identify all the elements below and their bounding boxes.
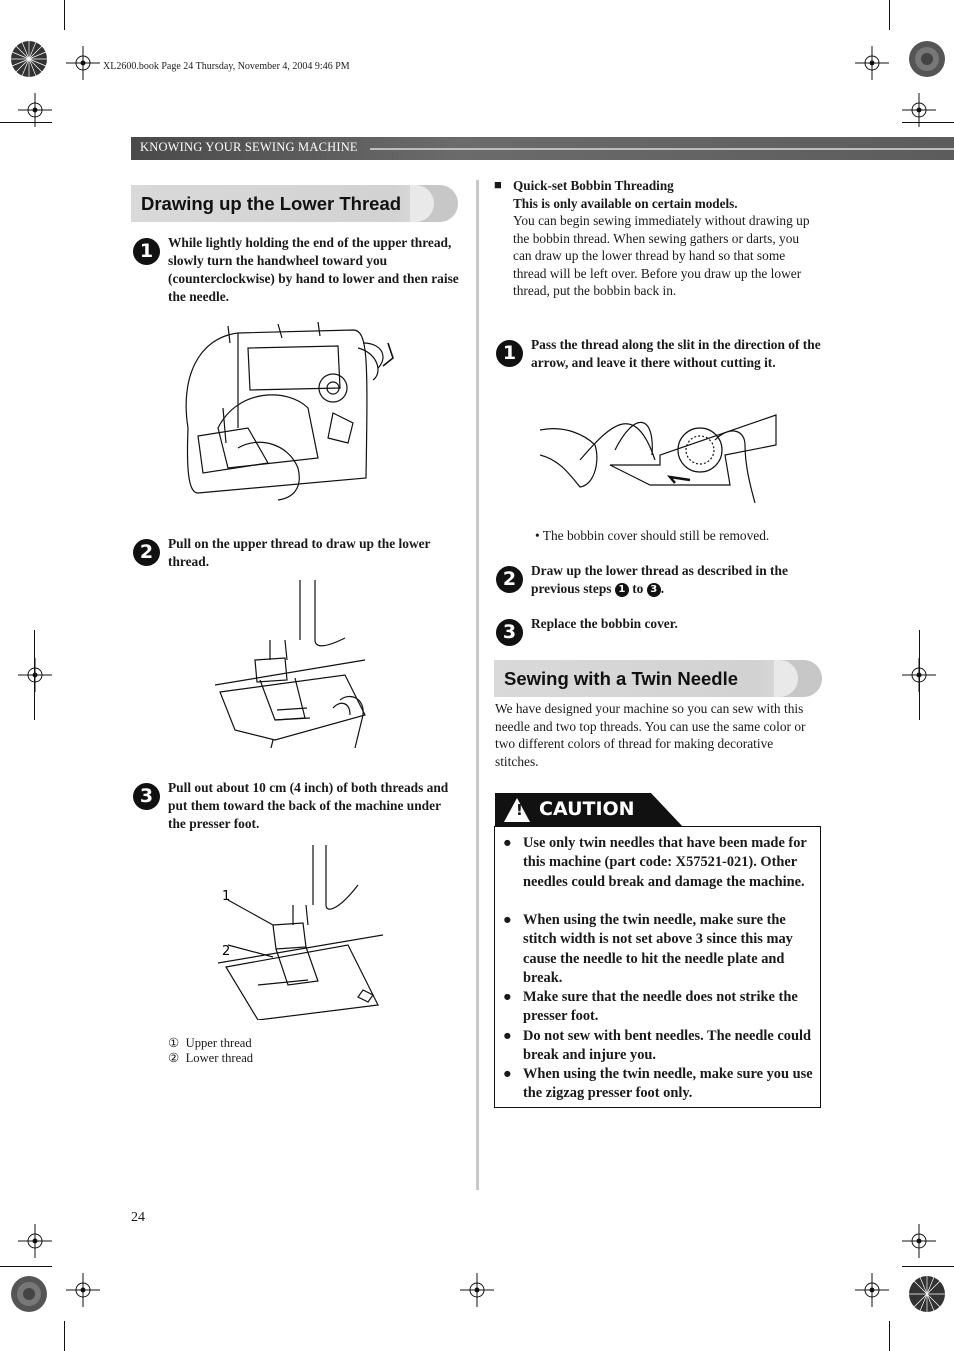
caution-item <box>503 1027 819 1066</box>
step-text <box>531 562 823 598</box>
registration-mark-top-right <box>906 38 948 80</box>
legend-mark: ② <box>168 1051 180 1065</box>
crop-line <box>902 122 954 123</box>
caution-text: When using the twin needle, make sure the stitch width is not set above 3 since this may cause the needle to hit the needle plate and break. <box>523 912 793 987</box>
crosshair-mark-bottom-right-2 <box>902 1224 936 1258</box>
caution-text: Make sure that the needle does not strike the presser foot. <box>523 989 798 1025</box>
caution-box <box>494 826 821 1108</box>
legend-item <box>168 1036 252 1052</box>
square-bullet: ■ <box>494 177 502 192</box>
twin-needle-intro: We have designed your machine so you can sew with this needle and two top threads. You can use the same color or two different colors of thread for making decorative stitches. <box>495 701 806 769</box>
step-text: Pull out about 10 cm (4 inch) of both threads and put them toward the back of the machine under the presser foot. <box>168 780 449 831</box>
bullet: ● <box>503 1066 512 1082</box>
step-text: Pass the thread along the slit in the direction of the arrow, and leave it there without cutting it. <box>531 337 821 370</box>
crosshair-mark-bottom-left-2 <box>18 1224 52 1258</box>
caution-item <box>503 911 819 989</box>
crop-line <box>0 122 52 123</box>
crosshair-mark-bottom-1 <box>66 1273 100 1307</box>
crop-line <box>889 0 890 30</box>
legend-label: Lower thread <box>185 1051 254 1065</box>
bullet: ● <box>503 1028 512 1044</box>
step-text: While lightly holding the end of the upper thread, slowly turn the handwheel toward you (counterclockwise) by hand to lower and then raise the needle. <box>168 235 459 304</box>
legend-item <box>168 1051 253 1067</box>
crosshair-mark-top-2 <box>855 46 889 80</box>
bobbin-slit-illustration <box>540 405 780 505</box>
caution-item <box>503 988 819 1027</box>
crosshair-mark-bottom-2 <box>855 1273 889 1307</box>
caution-label: CAUTION <box>539 798 635 820</box>
caution-warning-icon: ! <box>516 801 523 819</box>
quickset-title: Quick-set Bobbin Threading <box>513 178 674 193</box>
crop-line <box>34 630 35 720</box>
crop-line <box>889 1321 890 1351</box>
page-number: 24 <box>131 1210 145 1225</box>
quickset-body: You can begin sewing immediately without drawing up the bobbin thread. When sewing gathers or darts, you can draw up the lower thread by hand so that some thread will be left over. Before you draw up the lower thread, put the bobbin back in. <box>513 213 810 299</box>
crop-line <box>902 1266 954 1267</box>
sewing-machine-illustration <box>178 318 408 504</box>
crop-line <box>64 0 65 30</box>
threads-under-foot-illustration <box>218 845 388 1020</box>
legend-mark: ① <box>168 1036 180 1050</box>
section-title: Drawing up the Lower Thread <box>141 193 402 214</box>
bullet: ● <box>503 835 512 851</box>
step-number: 2 <box>496 566 523 593</box>
crop-line <box>64 1321 65 1351</box>
step-text-part: . <box>660 581 665 596</box>
bobbin-note: • The bobbin cover should still be removed. <box>535 528 770 543</box>
chapter-title: KNOWING YOUR SEWING MACHINE <box>140 140 358 154</box>
section-heading-twin-needle <box>494 660 822 697</box>
crop-line <box>919 630 920 720</box>
step-number: 1 <box>133 238 160 265</box>
section-title: Sewing with a Twin Needle <box>504 668 739 689</box>
step-text-part: Draw up the lower thread as described in the previous steps <box>531 563 788 596</box>
legend-label: Upper thread <box>185 1036 252 1050</box>
quickset-subtitle: This is only available on certain models. <box>513 196 738 211</box>
step-text-part: to <box>628 581 647 596</box>
print-info: XL2600.book Page 24 Thursday, November 4, 2004 9:46 PM <box>103 61 350 72</box>
step-number: 3 <box>496 619 523 646</box>
step-number: 1 <box>496 340 523 367</box>
bullet: ● <box>503 989 512 1005</box>
crosshair-mark-bottom-center <box>460 1273 494 1307</box>
caution-item <box>503 834 819 892</box>
caution-text: Use only twin needles that have been made for this machine (part code: X57521-021). Other needles could break and damage the machine. <box>523 835 807 890</box>
callout-1: 1 <box>222 889 231 904</box>
step-ref-3: 3 <box>647 583 661 597</box>
crosshair-mark-mid-left <box>18 658 52 692</box>
crop-line <box>0 1266 52 1267</box>
bullet: ● <box>503 912 512 928</box>
caution-text: When using the twin needle, make sure you use the zigzag presser foot only. <box>523 1066 813 1102</box>
crosshair-mark-top-1 <box>66 46 100 80</box>
step-number: 2 <box>133 539 160 566</box>
registration-mark-bottom-right <box>906 1273 948 1315</box>
column-divider <box>476 180 479 1190</box>
step-text: Pull on the upper thread to draw up the lower thread. <box>168 536 431 569</box>
registration-mark-bottom-left <box>8 1273 50 1315</box>
chapter-header-rule <box>370 148 954 150</box>
callout-2: 2 <box>222 944 231 959</box>
caution-item <box>503 1065 819 1104</box>
presser-foot-illustration <box>215 580 370 750</box>
step-text: Replace the bobbin cover. <box>531 616 678 631</box>
section-heading-lower-thread <box>131 185 458 222</box>
caution-text: Do not sew with bent needles. The needle could break and injure you. <box>523 1028 811 1064</box>
step-number: 3 <box>133 783 160 810</box>
registration-mark-top-left <box>8 38 50 80</box>
step-ref-1: 1 <box>615 583 629 597</box>
